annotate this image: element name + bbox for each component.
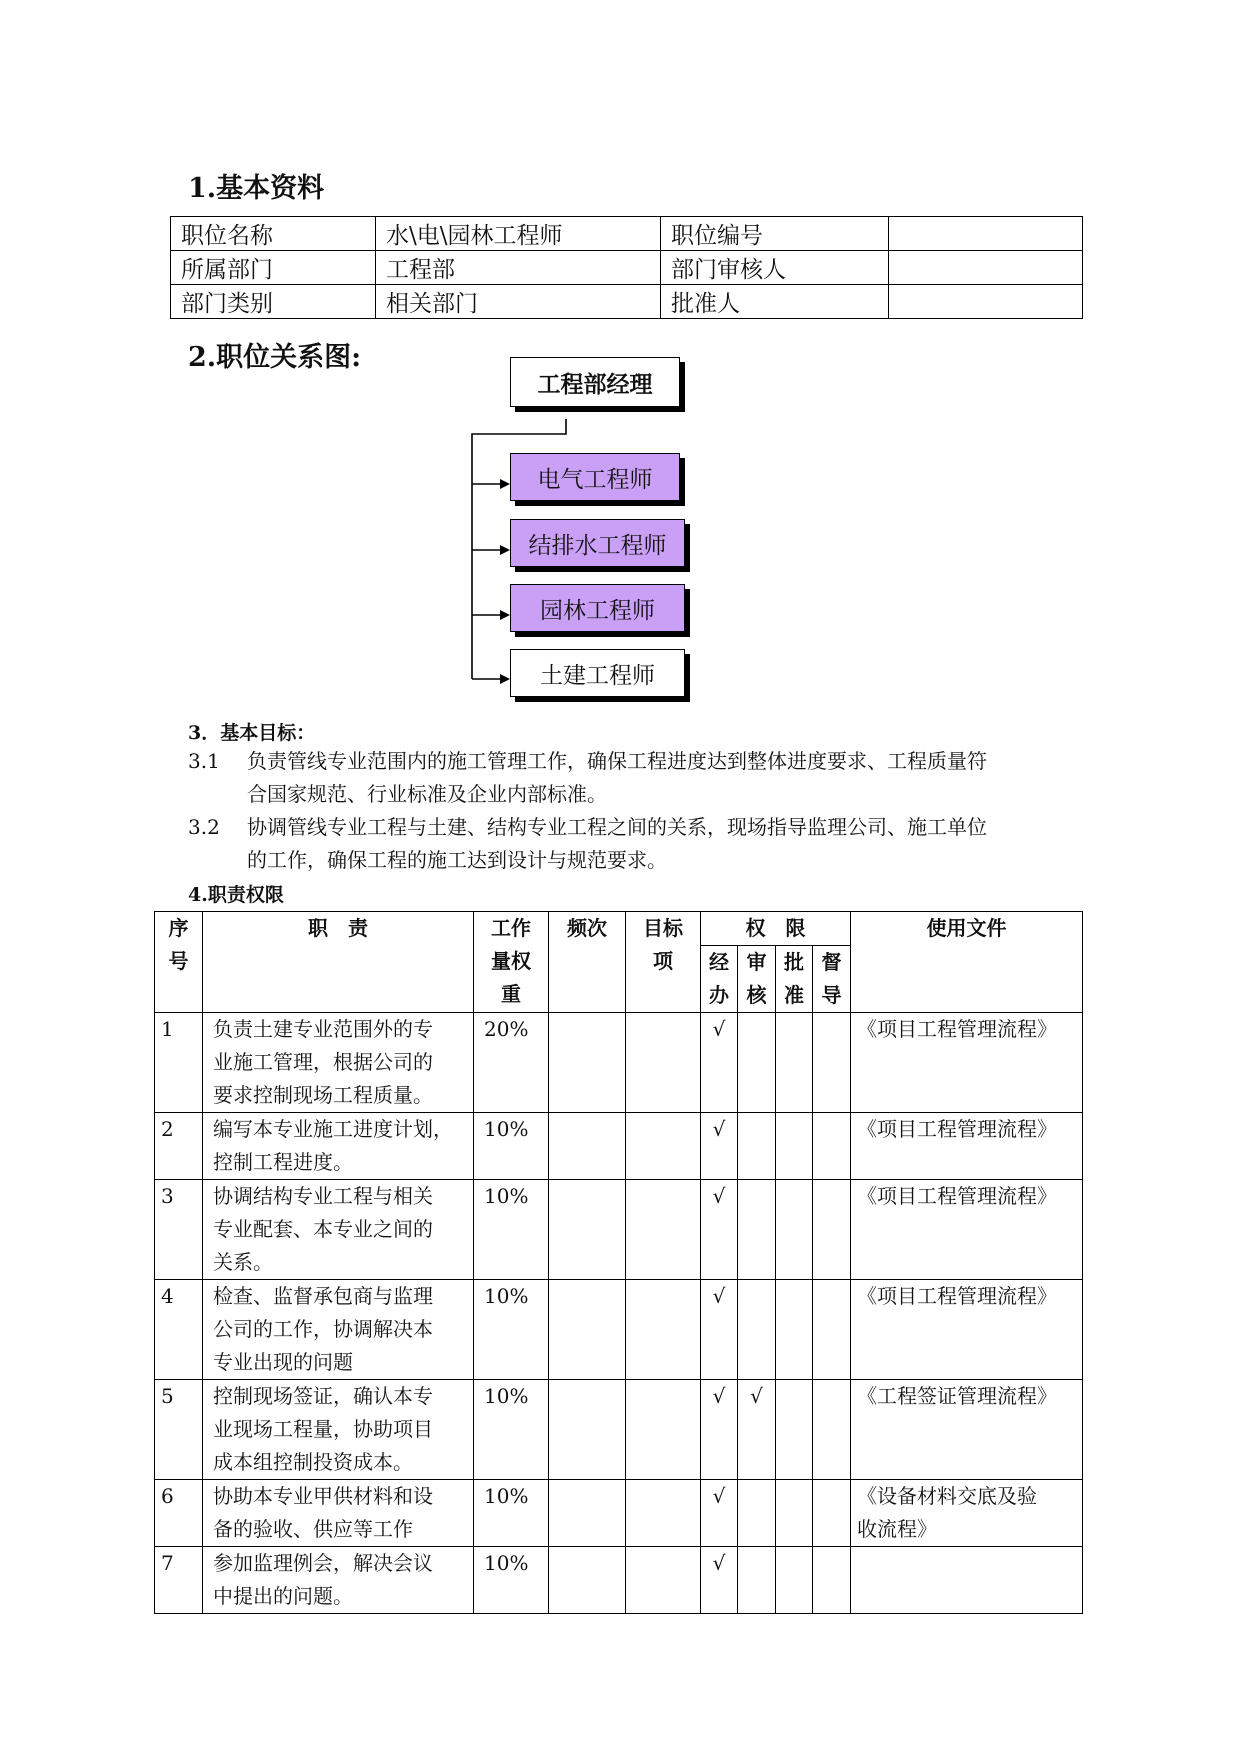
header-weight: 工作 量权 重 xyxy=(474,912,549,1013)
org-child-electrical: 电气工程师 xyxy=(510,453,680,501)
seq-cell: 6 xyxy=(155,1480,203,1547)
table-row xyxy=(155,1380,1083,1480)
documents-cell: 《工程签证管理流程》 xyxy=(851,1380,1083,1480)
header-auth-handle: 经 办 xyxy=(701,946,738,1013)
duty-cell: 控制现场签证，确认本专 业现场工程量，协助项目 成本组控制投资成本。 xyxy=(203,1380,474,1480)
header-authority: 权 限 xyxy=(701,912,851,946)
duty-table xyxy=(154,911,1083,1614)
frequency-cell xyxy=(549,1113,626,1180)
seq-cell: 4 xyxy=(155,1280,203,1380)
authority-check-cell xyxy=(738,1280,776,1380)
authority-check-cell: √ xyxy=(701,1280,738,1380)
org-top-box: 工程部经理 xyxy=(510,357,680,407)
header-auth-supervise: 督 导 xyxy=(813,946,851,1013)
field-label: 批准人 xyxy=(661,285,889,319)
field-label: 职位名称 xyxy=(171,217,376,251)
weight-cell: 10% xyxy=(474,1180,549,1280)
authority-check-cell: √ xyxy=(701,1013,738,1113)
authority-check-cell xyxy=(813,1380,851,1480)
frequency-cell xyxy=(549,1013,626,1113)
authority-check-cell xyxy=(776,1380,813,1480)
authority-check-cell xyxy=(813,1480,851,1547)
goal-text: 合国家规范、行业标准及企业内部标准。 xyxy=(247,782,607,806)
field-label: 部门类别 xyxy=(171,285,376,319)
target-cell xyxy=(626,1380,701,1480)
authority-check-cell xyxy=(738,1013,776,1113)
field-label: 部门审核人 xyxy=(661,251,889,285)
authority-check-cell xyxy=(738,1113,776,1180)
section1-title: 1.基本资料 xyxy=(188,173,325,204)
table-row xyxy=(155,1180,1083,1280)
documents-cell: 《设备材料交底及验 收流程》 xyxy=(851,1480,1083,1547)
header-auth-review: 审 核 xyxy=(738,946,776,1013)
field-label: 所属部门 xyxy=(171,251,376,285)
weight-cell: 10% xyxy=(474,1547,549,1614)
documents-cell: 《项目工程管理流程》 xyxy=(851,1113,1083,1180)
section2-title: 2.职位关系图: xyxy=(188,342,362,373)
authority-check-cell xyxy=(776,1113,813,1180)
header-target: 目标 项 xyxy=(626,912,701,1013)
target-cell xyxy=(626,1013,701,1113)
authority-check-cell: √ xyxy=(701,1480,738,1547)
authority-check-cell: √ xyxy=(701,1380,738,1480)
duty-cell: 协调结构专业工程与相关 专业配套、本专业之间的 关系。 xyxy=(203,1180,474,1280)
duty-cell: 负责土建专业范围外的专 业施工管理，根据公司的 要求控制现场工程质量。 xyxy=(203,1013,474,1113)
header-seq: 序 号 xyxy=(155,912,203,1013)
frequency-cell xyxy=(549,1380,626,1480)
goal-number: 3.2 xyxy=(188,815,220,839)
authority-check-cell xyxy=(776,1280,813,1380)
header-duty: 职 责 xyxy=(203,912,474,1013)
authority-check-cell xyxy=(738,1180,776,1280)
duty-cell: 编写本专业施工进度计划， 控制工程进度。 xyxy=(203,1113,474,1180)
field-label: 职位编号 xyxy=(661,217,889,251)
seq-cell: 1 xyxy=(155,1013,203,1113)
target-cell xyxy=(626,1113,701,1180)
seq-cell: 2 xyxy=(155,1113,203,1180)
weight-cell: 10% xyxy=(474,1113,549,1180)
section4-title: 4.职责权限 xyxy=(188,884,284,906)
frequency-cell xyxy=(549,1480,626,1547)
authority-check-cell xyxy=(813,1113,851,1180)
field-value: 水\电\园林工程师 xyxy=(376,217,661,251)
seq-cell: 7 xyxy=(155,1547,203,1614)
table-row xyxy=(155,1480,1083,1547)
authority-check-cell xyxy=(813,1547,851,1614)
authority-check-cell xyxy=(813,1280,851,1380)
frequency-cell xyxy=(549,1180,626,1280)
table-row xyxy=(155,1113,1083,1180)
target-cell xyxy=(626,1480,701,1547)
field-value: 相关部门 xyxy=(376,285,661,319)
frequency-cell xyxy=(549,1547,626,1614)
documents-cell: 《项目工程管理流程》 xyxy=(851,1180,1083,1280)
table-row xyxy=(155,1280,1083,1380)
authority-check-cell: √ xyxy=(701,1547,738,1614)
weight-cell: 10% xyxy=(474,1380,549,1480)
authority-check-cell xyxy=(776,1180,813,1280)
authority-check-cell xyxy=(813,1013,851,1113)
table-row xyxy=(155,1547,1083,1614)
authority-check-cell: √ xyxy=(738,1380,776,1480)
weight-cell: 20% xyxy=(474,1013,549,1113)
documents-cell: 《项目工程管理流程》 xyxy=(851,1013,1083,1113)
seq-cell: 5 xyxy=(155,1380,203,1480)
target-cell xyxy=(626,1280,701,1380)
frequency-cell xyxy=(549,1280,626,1380)
org-child-drainage: 结排水工程师 xyxy=(510,519,685,567)
header-documents: 使用文件 xyxy=(851,912,1083,1013)
weight-cell: 10% xyxy=(474,1280,549,1380)
authority-check-cell xyxy=(738,1547,776,1614)
authority-check-cell xyxy=(738,1480,776,1547)
goal-text: 协调管线专业工程与土建、结构专业工程之间的关系，现场指导监理公司、施工单位 xyxy=(247,815,987,839)
duty-cell: 参加监理例会，解决会议 中提出的问题。 xyxy=(203,1547,474,1614)
org-child-landscape: 园林工程师 xyxy=(510,584,685,632)
authority-check-cell: √ xyxy=(701,1180,738,1280)
weight-cell: 10% xyxy=(474,1480,549,1547)
target-cell xyxy=(626,1547,701,1614)
org-child-civil: 土建工程师 xyxy=(510,649,685,697)
header-auth-approve: 批 准 xyxy=(776,946,813,1013)
authority-check-cell xyxy=(776,1013,813,1113)
seq-cell: 3 xyxy=(155,1180,203,1280)
duty-header-row xyxy=(155,912,1083,946)
goal-number: 3.1 xyxy=(188,749,220,773)
goal-text: 负责管线专业范围内的施工管理工作，确保工程进度达到整体进度要求、工程质量符 xyxy=(247,749,987,773)
authority-check-cell xyxy=(813,1180,851,1280)
goal-text: 的工作，确保工程的施工达到设计与规范要求。 xyxy=(247,848,667,872)
section3-title: 3．基本目标： xyxy=(188,722,316,744)
field-value: 工程部 xyxy=(376,251,661,285)
authority-check-cell xyxy=(776,1547,813,1614)
table-row xyxy=(155,1013,1083,1113)
authority-check-cell xyxy=(776,1480,813,1547)
duty-cell: 协助本专业甲供材料和设 备的验收、供应等工作 xyxy=(203,1480,474,1547)
documents-cell: 《项目工程管理流程》 xyxy=(851,1280,1083,1380)
duty-cell: 检查、监督承包商与监理 公司的工作，协调解决本 专业出现的问题 xyxy=(203,1280,474,1380)
target-cell xyxy=(626,1180,701,1280)
authority-check-cell: √ xyxy=(701,1113,738,1180)
documents-cell xyxy=(851,1547,1083,1614)
header-frequency: 频次 xyxy=(549,912,626,1013)
